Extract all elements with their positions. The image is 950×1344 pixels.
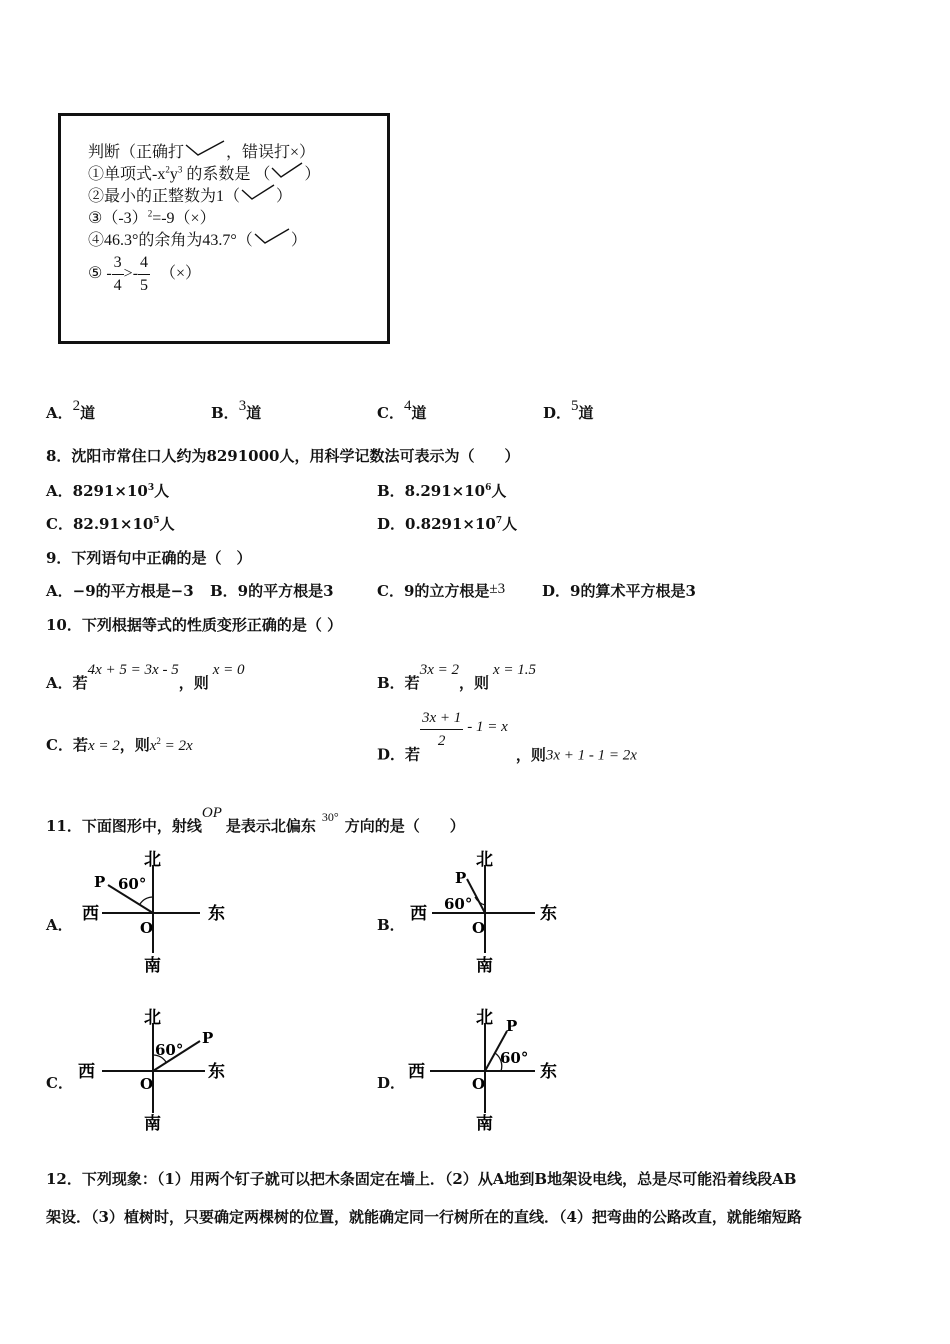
q10-stem: 10．下列根据等式的性质变形正确的是（ ） xyxy=(46,616,343,634)
q9-stem: 9．下列语句中正确的是（ ） xyxy=(46,549,252,567)
q8-option-b: B．$8.291\times 10^6$人 xyxy=(377,482,507,500)
south-label: 南 xyxy=(144,956,161,975)
origin-label: O xyxy=(140,1075,154,1093)
checkmark-icon xyxy=(270,161,304,179)
compass-diagram-a xyxy=(70,845,240,975)
q9-option-c: C．9的立方根是±3 xyxy=(377,581,506,600)
q7-option-c: C．$^4$道 xyxy=(377,398,427,422)
q11-option-a-label: A． xyxy=(46,916,73,934)
q10-option-b: B．若3x = 2，则x = 1.5 xyxy=(377,662,537,692)
q8-option-c: C．$82.91\times 10^5$人 xyxy=(46,515,175,533)
q11-option-c-label: C． xyxy=(46,1074,73,1092)
east-label: 东 xyxy=(540,1062,557,1082)
q7-option-d: D．$^5$道 xyxy=(543,398,594,422)
south-label: 南 xyxy=(476,1114,493,1134)
north-label: 北 xyxy=(144,850,161,870)
south-label: 南 xyxy=(476,956,493,975)
angle-label: 60° xyxy=(444,895,473,913)
east-label: 东 xyxy=(208,1062,225,1082)
origin-label: O xyxy=(472,919,486,937)
q10-option-a: A．若4x + 5 = 3x - 5，则x = 0 xyxy=(46,662,245,692)
south-label: 南 xyxy=(144,1114,161,1134)
origin-label: O xyxy=(140,919,154,937)
fraction: $\frac{4}{5}$ xyxy=(140,254,149,294)
ray-label: P xyxy=(202,1029,214,1047)
q8-stem: 8．沈阳市常住口人约为8291000人，用科学记数法可表示为（ ） xyxy=(46,447,520,465)
q12-line-1: 12．下列现象：（1）用两个钉子就可以把木条固定在墙上．（2）从A地到B地架设电线，总是尽可能沿着线段AB xyxy=(46,1170,797,1188)
checkmark-icon xyxy=(184,139,226,157)
angle-label: 60° xyxy=(500,1049,529,1067)
checkmark-icon xyxy=(253,227,291,245)
north-label: 北 xyxy=(476,850,493,870)
north-label: 北 xyxy=(144,1008,161,1028)
fraction: $\frac{3}{4}$ xyxy=(113,254,122,294)
west-label: 西 xyxy=(82,904,99,924)
compass-diagram-b xyxy=(400,845,570,975)
fraction: $\frac{3x + 1}{2}$ xyxy=(420,707,463,752)
judge-item-1: ①单项式$-x^2y^3$ 的系数是 （ ） xyxy=(88,161,320,184)
compass-diagram-c xyxy=(70,1005,240,1135)
q7-option-b: B．$^3$道 xyxy=(211,398,262,422)
north-label: 北 xyxy=(476,1008,493,1028)
q11-option-b-label: B． xyxy=(377,916,405,934)
q10-option-d: D．若 $\frac{3x + 1}{2}$ - 1 = x，则3x + 1 - 1 = 2x xyxy=(377,707,637,765)
checkmark-icon xyxy=(240,183,276,201)
q9-option-b: B．9的平方根是3 xyxy=(210,582,334,600)
judge-item-5: ⑤ - $\frac{3}{4}$ >- $\frac{4}{5}$ （×） xyxy=(88,252,201,297)
compass-diagram-d xyxy=(400,1005,570,1135)
judge-item-2: ②最小的正整数为1（ ） xyxy=(88,183,292,206)
west-label: 西 xyxy=(78,1062,95,1082)
angle-label: 60° xyxy=(118,875,147,893)
ray-label: P xyxy=(506,1017,518,1035)
ray-label: P xyxy=(455,869,467,887)
q12-line-2: 架设．（3）植树时，只要确定两棵树的位置，就能确定同一行树所在的直线．（4）把弯曲的公路改直，就能缩短路 xyxy=(46,1208,802,1226)
judge-title: 判断（正确打 ，错误打×） xyxy=(88,139,315,162)
judge-item-3: $③(-3)^2=-9(\times)$ xyxy=(88,208,216,227)
east-label: 东 xyxy=(208,904,225,924)
q8-option-a: A．$8291\times 10^3$人 xyxy=(46,482,170,500)
q7-option-a: A．$^2$道 xyxy=(46,398,96,422)
q11-stem: 11．下面图形中，射线OP是表示北偏东 $^{30^\circ}$ 方向的是（ ） xyxy=(46,805,465,835)
origin-label: O xyxy=(472,1075,486,1093)
west-label: 西 xyxy=(408,1062,425,1082)
q9-option-a: A．−9的平方根是−3 xyxy=(46,582,194,600)
q11-option-d-label: D． xyxy=(377,1074,406,1092)
west-label: 西 xyxy=(410,904,427,924)
east-label: 东 xyxy=(540,904,557,924)
q8-option-d: D．$0.8291\times 10^7$人 xyxy=(377,515,518,533)
q9-option-d: D．9的算术平方根是3 xyxy=(542,582,696,600)
judge-item-4: ④46.3°的余角为43.7°（ ） xyxy=(88,227,307,250)
angle-label: 60° xyxy=(155,1041,184,1059)
ray-label: P xyxy=(94,873,106,891)
q10-option-c: C．若x = 2，则$x^2 = 2x$ xyxy=(46,736,193,754)
